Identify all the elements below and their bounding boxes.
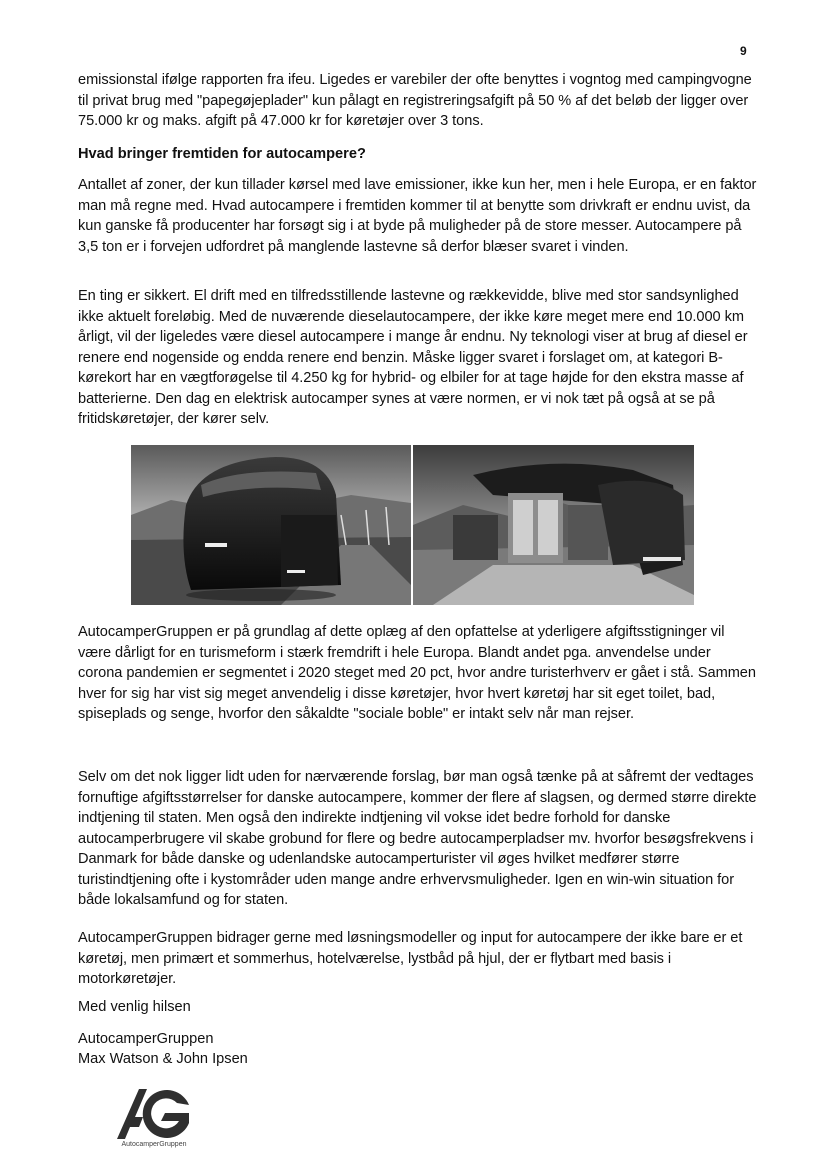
autocampergruppen-logo (113, 1083, 195, 1153)
camper-interior-photo (413, 445, 694, 605)
closing-greeting: Med venlig hilsen (78, 999, 191, 1015)
paragraph-electric: En ting er sikkert. El drift med en tilfredsstillende lastevne og rækkevidde, blive med stor sandsynlighed ikke aktuelt foreløbig. Med de nuværende dieselautocampere, der ikke køre meget mere end 10.000 km årligt, vil der ligeledes være diesel autocampere i mange år endnu. Ny teknologi viser at brug af diesel er renere end nogenside og endda renere end benzin. Måske ligger svaret i forslaget om, at kategori B-kørekort har en vægtforøgelse til 4.250 kg for hybrid- og elbiler for at tage højde for den ekstra masse af batterierne. Den dag en elektrisk autocamper synes at være normen, er vi nok tæt på også at se på fritidskøretøjer, der kører selv. (78, 288, 748, 427)
paragraph-zones: Antallet af zoner, der kun tillader kørsel med lave emissioner, ikke kun her, men i hele Europa, er en faktor man må regne med. Hvad autocampere i fremtiden kommer til at benytte som drivkraft er endnu uvist, da kun ganske få producenter har forsøgt sig i at byde på muligheder på de store messer. Autocampere på 3,5 ton er i forvejen udfordret på manglende lastevne så derfor blæser svaret i vinden. (78, 177, 757, 255)
camper-exterior-photo (131, 445, 411, 605)
section-heading: Hvad bringer fremtiden for autocampere? (78, 146, 366, 162)
camper-photos (131, 445, 694, 605)
paragraph-offer: AutocamperGruppen bidrager gerne med løsningsmodeller og input for autocampere der ikke bare er et køretøj, men primært et sommerhus, hotelværelse, lystbåd på hjul, der er flytbart med basis i motorkøretøjer. (78, 930, 743, 987)
closing-organization: AutocamperGruppen (78, 1031, 214, 1047)
closing-names: Max Watson & John Ipsen (78, 1051, 248, 1067)
paragraph-position: AutocamperGruppen er på grundlag af dette oplæg af den opfattelse at yderligere afgiftsstigninger vil være dårligt for en turismeform i stærk fremdrift i hele Europa. Blandt andet pga. anvendelse under corona pandemien er segmentet i 2020 steget med 20 pct, hvor andre turisterhverv er gået i stå. Sammen hver for sig har vist sig meget anvendelig i disse køretøjer, hvor hvert køretøj har sit eget toilet, bad, spiseplads og senge, hvorfor den såkaldte "sociale boble" er intakt selv når man rejser. (78, 624, 756, 722)
logo-caption: AutocamperGruppen (121, 1141, 187, 1148)
page-number: 9 (740, 44, 747, 58)
paragraph-emission: emissionstal ifølge rapporten fra ifeu. Ligedes er varebiler der ofte benyttes i vogntog med campingvogne til privat brug med "papegøjeplader" kun pålagt en registreringsafgift på 50 % af det beløb der ligger over 75.000 kr og maks. afgift på 47.000 kr for køretøjer over 3 tons. (78, 72, 752, 129)
paragraph-revenue: Selv om det nok ligger lidt uden for nærværende forslag, bør man også tænke på at såfremt der vedtages fornuftige afgiftsstørrelser for danske autocampere, kommer der flere af slagsen, og dermed større direkte indtjening til staten. Men også den indirekte indtjening vil vokse idet bedre forhold for danske autocamperbrugere vil skabe grobund for flere og bedre autocamperpladser mv. hvorfor besøgsfrekvens i Danmark for både danske og udenlandske autocamperturister vil øges hvilket medfører større turistindtjening ofte i kystområder uden mange andre erhvervsmuligheder. Igen en win-win situation for både lokalsamfund og for staten. (78, 769, 757, 908)
